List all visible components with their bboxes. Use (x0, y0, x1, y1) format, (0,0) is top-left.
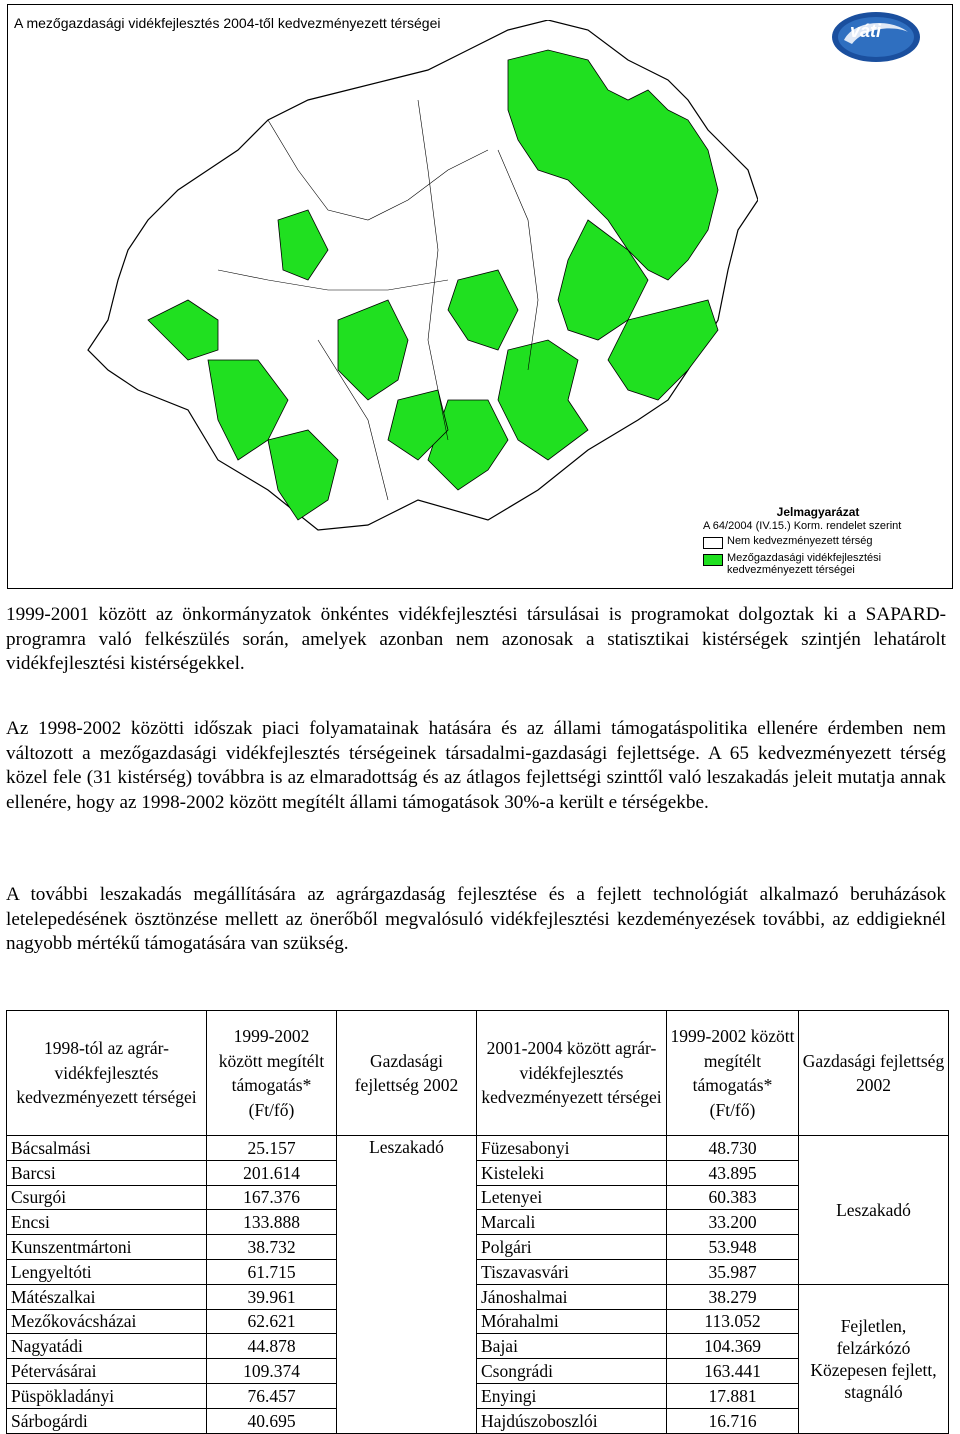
table-row (7, 1136, 949, 1161)
legend-item-not-favoured (703, 535, 923, 549)
paragraph-1: 1999-2001 között az önkormányzatok önkéntes vidékfejlesztési társulásai is programokat dolgoztak ki a SAPARD-programra való felkészülés során, amelyek azonban nem azonosak a statisztikai kistérségek szintjén lehatárolt vidékfejlesztési kistérségekkel. (6, 604, 946, 674)
right-region-name: Bajai (477, 1334, 667, 1359)
left-support-value: 133.888 (207, 1210, 337, 1235)
left-region-name: Püspökladányi (7, 1383, 207, 1408)
table-row (7, 1284, 949, 1309)
right-region-name: Polgári (477, 1235, 667, 1260)
left-region-name: Barcsi (7, 1160, 207, 1185)
right-support-value: 53.948 (667, 1235, 799, 1260)
header-right-support: 1999-2002 között megítélt támogatás* (Ft/fő) (667, 1011, 799, 1136)
map-title: A mezőgazdasági vidékfejlesztés 2004-től kedvezményezett térségei (14, 15, 441, 31)
right-support-value: 35.987 (667, 1259, 799, 1284)
left-support-value: 61.715 (207, 1259, 337, 1284)
right-region-name: Füzesabonyi (477, 1136, 667, 1161)
left-support-value: 44.878 (207, 1334, 337, 1359)
legend-title: Jelmagyarázat (776, 505, 860, 519)
right-support-value: 17.881 (667, 1383, 799, 1408)
left-support-value: 201.614 (207, 1160, 337, 1185)
paragraph-3: A további leszakadás megállítására az agrárgazdaság fejlesztése és a fejlett technológiát alkalmazó beruházások letelepedésének ösztönzése mellett az önerőből megvalósuló vidékfejlesztési kezdeményezések további, az eddigieknél nagyobb mértékű támogatására van szükség. (6, 884, 946, 954)
data-table (6, 1010, 949, 1434)
right-development-category-1: Leszakadó (799, 1136, 949, 1285)
right-region-name: Jánoshalmai (477, 1284, 667, 1309)
right-support-value: 33.200 (667, 1210, 799, 1235)
right-support-value: 43.895 (667, 1160, 799, 1185)
left-support-value: 109.374 (207, 1359, 337, 1384)
right-support-value: 104.369 (667, 1334, 799, 1359)
legend-label: Nem kedvezményezett térség (727, 535, 873, 547)
left-region-name: Sárbogárdi (7, 1408, 207, 1433)
left-support-value: 39.961 (207, 1284, 337, 1309)
legend-swatch-green (703, 554, 723, 566)
paragraph-2: Az 1998-2002 közötti időszak piaci folyamatainak hatására és az állami támogatáspolitika ellenére érdemben nem változott a mezőgazdasági vidékfejlesztés térségeinek társadalmi-gazdasági fejlettsége. A 65 kedvezményezett térség közel fele (31 kistérség) továbbra is az elmaradottság és az átlagos fejlettségi szinttől való leszakadás jeleit mutatja annak ellenére, hogy az 1998-2002 között megítélt állami támogatások 30%-a került e térségekbe. (6, 718, 946, 813)
left-support-value: 62.621 (207, 1309, 337, 1334)
right-region-name: Marcali (477, 1210, 667, 1235)
left-region-name: Pétervásárai (7, 1359, 207, 1384)
map-frame (7, 4, 953, 589)
right-support-value: 113.052 (667, 1309, 799, 1334)
left-region-name: Csurgói (7, 1185, 207, 1210)
right-support-value: 48.730 (667, 1136, 799, 1161)
header-left-support: 1999-2002 között megítélt támogatás* (Ft/fő) (207, 1011, 337, 1136)
right-support-value: 163.441 (667, 1359, 799, 1384)
right-development-category-2 (799, 1284, 949, 1433)
left-region-name: Mátészalkai (7, 1284, 207, 1309)
legend-item-favoured (703, 552, 923, 576)
left-support-value: 25.157 (207, 1136, 337, 1161)
category-kozepesen: Közepesen fejlett, stagnáló (810, 1359, 937, 1402)
left-region-name: Mezőkovácsházai (7, 1309, 207, 1334)
header-right-development: Gazdasági fejlettség 2002 (799, 1011, 949, 1136)
right-region-name: Csongrádi (477, 1359, 667, 1384)
header-right-region: 2001-2004 között agrár-vidékfejlesztés kedvezményezett térségei (477, 1011, 667, 1136)
right-region-name: Tiszavasvári (477, 1259, 667, 1284)
right-region-name: Hajdúszoboszlói (477, 1408, 667, 1433)
right-support-value: 60.383 (667, 1185, 799, 1210)
table-body (7, 1136, 949, 1434)
map-legend (703, 505, 923, 576)
left-development-category: Leszakadó (337, 1136, 477, 1434)
right-support-value: 16.716 (667, 1408, 799, 1433)
left-region-name: Kunszentmártoni (7, 1235, 207, 1260)
left-region-name: Bácsalmási (7, 1136, 207, 1161)
hungary-map (68, 20, 758, 540)
left-region-name: Nagyatádi (7, 1334, 207, 1359)
left-support-value: 167.376 (207, 1185, 337, 1210)
legend-subtitle: A 64/2004 (IV.15.) Korm. rendelet szerint (703, 520, 902, 532)
right-region-name: Enyingi (477, 1383, 667, 1408)
category-fejletlen: Fejletlen, felzárkózó (836, 1315, 911, 1358)
header-left-development: Gazdasági fejlettség 2002 (337, 1011, 477, 1136)
right-region-name: Kisteleki (477, 1160, 667, 1185)
right-region-name: Letenyei (477, 1185, 667, 1210)
logo-text: váti (850, 21, 882, 41)
right-region-name: Mórahalmi (477, 1309, 667, 1334)
legend-label: Mezőgazdasági vidékfejlesztési kedvezményezett térségei (727, 552, 882, 576)
left-region-name: Encsi (7, 1210, 207, 1235)
right-support-value: 38.279 (667, 1284, 799, 1309)
header-left-region: 1998-tól az agrár-vidékfejlesztés kedvezményezett térségei (7, 1011, 207, 1136)
left-support-value: 38.732 (207, 1235, 337, 1260)
left-region-name: Lengyeltóti (7, 1259, 207, 1284)
left-support-value: 76.457 (207, 1383, 337, 1408)
legend-swatch-white (703, 537, 723, 549)
left-support-value: 40.695 (207, 1408, 337, 1433)
